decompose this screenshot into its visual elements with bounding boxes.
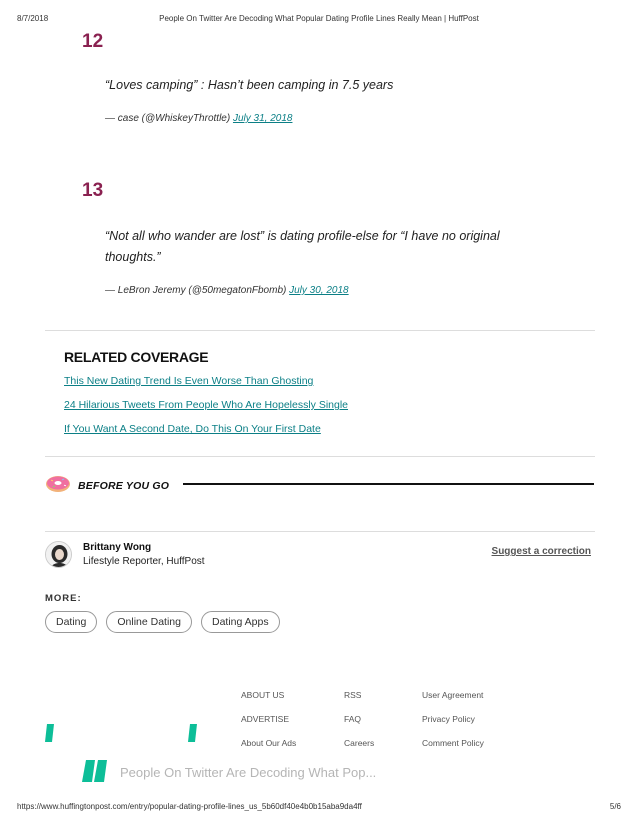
print-header [17,14,621,26]
tweet-author: — case (@WhiskeyThrottle) [105,113,231,124]
related-link[interactable]: This New Dating Trend Is Even Worse Than Ghosting [64,375,314,387]
divider [45,456,595,457]
footer-link[interactable]: ABOUT US [241,690,285,700]
before-you-go-line [183,483,594,485]
tweet-attribution [105,285,349,296]
sticky-article-title[interactable]: People On Twitter Are Decoding What Pop... [120,765,377,780]
footer-link[interactable]: About Our Ads [241,738,297,748]
tag-list [45,611,280,633]
tweet-quote: “Loves camping” : Hasn’t been camping in 7.5 years [105,78,394,92]
print-title: People On Twitter Are Decoding What Popular Dating Profile Lines Really Mean | HuffPost [159,14,479,23]
footer-link[interactable]: Comment Policy [422,738,484,748]
list-number: 12 [82,31,104,52]
author-name[interactable]: Brittany Wong [83,542,152,553]
print-footer [17,802,621,814]
tweet-date-link[interactable]: July 31, 2018 [232,113,293,124]
print-date: 8/7/2018 [17,14,49,23]
footer-link[interactable]: FAQ [344,714,362,724]
footer-link[interactable]: User Agreement [422,690,484,700]
print-url: https://www.huffingtonpost.com/entry/popular-dating-profile-lines_us_5b60df40e4b0b15aba9da4ff [17,802,362,811]
avatar[interactable] [45,541,72,568]
suggest-correction-link[interactable]: Suggest a correction [491,546,591,557]
list-number: 13 [82,180,104,201]
tweet-date-link[interactable]: July 30, 2018 [289,285,349,296]
tweet-author: — LeBron Jeremy (@50megatonFbomb) [105,285,287,296]
related-link[interactable]: If You Want A Second Date, Do This On Your First Date [64,423,321,435]
author-photo-icon [46,542,72,568]
footer-link[interactable]: Careers [344,738,375,748]
print-page-number: 5/6 [609,802,621,811]
footer-link[interactable]: ADVERTISE [241,714,290,724]
huffpost-mark-icon [82,760,108,782]
tag-dating-apps[interactable]: Dating Apps [201,611,280,633]
related-coverage-title: RELATED COVERAGE [64,349,209,365]
related-link[interactable]: 24 Hilarious Tweets From People Who Are Hopelessly Single [64,399,349,411]
footer-link[interactable]: RSS [344,690,362,700]
footer-link[interactable]: Privacy Policy [422,714,475,724]
tweet-quote: “Not all who wander are lost” is dating profile-else for “I have no original thoughts.” [105,229,500,264]
donut-icon [45,474,71,494]
before-you-go-label: BEFORE YOU GO [78,480,170,492]
divider [45,531,595,532]
huffpost-logo-icon[interactable] [45,724,200,744]
tag-dating[interactable]: Dating [45,611,97,633]
tag-online-dating[interactable]: Online Dating [106,611,192,633]
divider [45,330,595,331]
more-label: MORE: [45,593,82,604]
author-role: Lifestyle Reporter, HuffPost [83,556,205,567]
tweet-attribution [105,113,292,124]
